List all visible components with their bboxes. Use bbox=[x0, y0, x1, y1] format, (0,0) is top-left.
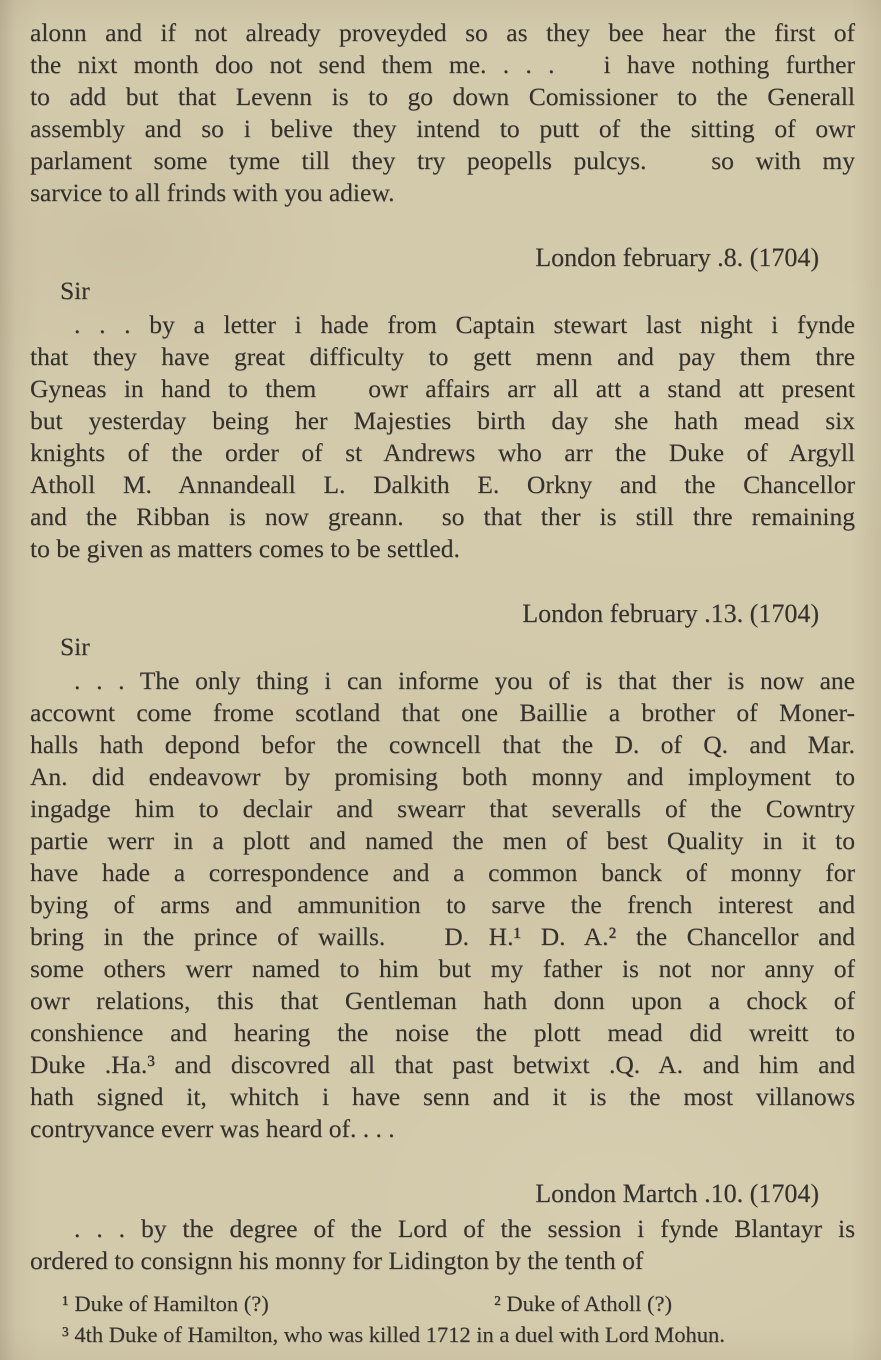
text-line: . . . by a letter i hade from Captain stewart last night i fynde bbox=[74, 310, 855, 339]
letter-february-13 bbox=[30, 597, 855, 1145]
text-line: bring in the prince of waills. D. H.¹ D. A.² the Chancellor and bbox=[30, 922, 855, 951]
text-line: conshience and hearing the noise the plott mead did wreitt to bbox=[30, 1018, 855, 1047]
text-line: knights of the order of st Andrews who arr the Duke of Argyll bbox=[30, 438, 855, 467]
text-line: accownt come frome scotland that one Baillie a brother of Moner- bbox=[30, 698, 855, 727]
letter-march-10 bbox=[30, 1177, 855, 1277]
text-line: the nixt month doo not send them me. . . . i have nothing further bbox=[30, 50, 855, 79]
dateline: London february .13. (1704) bbox=[522, 599, 819, 628]
paragraph-continuation bbox=[30, 17, 855, 209]
dateline: London february .8. (1704) bbox=[535, 243, 819, 272]
text-line: but yesterday being her Majesties birth day she hath mead six bbox=[30, 406, 855, 435]
footnote-row bbox=[30, 1289, 855, 1319]
text-line: An. did endeavowr by promising both monny and imployment to bbox=[30, 762, 855, 791]
text-line: halls hath depond befor the cowncell that the D. of Q. and Mar. bbox=[30, 730, 855, 759]
text-line: to add but that Levenn is to go down Comissioner to the Generall bbox=[30, 82, 855, 111]
footnote-2: ² Duke of Atholl (?) bbox=[494, 1291, 672, 1316]
text-line: to be given as matters comes to be settled. bbox=[30, 534, 460, 563]
letter-february-8 bbox=[30, 241, 855, 565]
text-line: parlament some tyme till they try peopells pulcys. so with my bbox=[30, 146, 855, 175]
text-line: Duke .Ha.³ and discovred all that past betwixt .Q. A. and him and bbox=[30, 1050, 855, 1079]
text-line: owr relations, this that Gentleman hath donn upon a chock of bbox=[30, 986, 855, 1015]
footnote-1: ¹ Duke of Hamilton (?) bbox=[62, 1291, 269, 1316]
text-line: bying of arms and ammunition to sarve the french interest and bbox=[30, 890, 855, 919]
salutation: Sir bbox=[60, 632, 90, 661]
letter-body bbox=[30, 665, 855, 1145]
text-line: have hade a correspondence and a common banck of monny for bbox=[30, 858, 855, 887]
text-line: partie werr in a plott and named the men of best Quality in it to bbox=[30, 826, 855, 855]
text-line: hath signed it, whitch i have senn and it is the most villanows bbox=[30, 1082, 855, 1111]
text-line: . . . The only thing i can informe you of is that ther is now ane bbox=[74, 666, 855, 695]
text-line: . . . by the degree of the Lord of the session i fynde Blantayr is bbox=[74, 1214, 855, 1243]
text-line: that they have great difficulty to gett menn and pay them thre bbox=[30, 342, 855, 371]
text-line: ordered to consignn his monny for Lidington by the tenth of bbox=[30, 1246, 644, 1275]
text-line: Gyneas in hand to them owr affairs arr all att a stand att present bbox=[30, 374, 855, 403]
letter-body bbox=[30, 309, 855, 565]
text-line: some others werr named to him but my father is not nor anny of bbox=[30, 954, 855, 983]
footnote-3: ³ 4th Duke of Hamilton, who was killed 1712 in a duel with Lord Mohun. bbox=[62, 1322, 725, 1347]
text-line: sarvice to all frinds with you adiew. bbox=[30, 178, 395, 207]
text-line: and the Ribban is now greann. so that ther is still thre remaining bbox=[30, 502, 855, 531]
text-line: assembly and so i belive they intend to putt of the sitting of owr bbox=[30, 114, 855, 143]
footnotes bbox=[30, 1289, 855, 1350]
text-line: Atholl M. Annandeall L. Dalkith E. Orkny and the Chancellor bbox=[30, 470, 855, 499]
text-line: alonn and if not already proveyded so as they bee hear the first of bbox=[30, 18, 855, 47]
text-line: contryvance everr was heard of. . . . bbox=[30, 1114, 395, 1143]
salutation: Sir bbox=[60, 276, 90, 305]
dateline: London Martch .10. (1704) bbox=[535, 1179, 819, 1208]
text-line: ingadge him to declair and swearr that severalls of the Cowntry bbox=[30, 794, 855, 823]
letter-body bbox=[30, 1213, 855, 1277]
